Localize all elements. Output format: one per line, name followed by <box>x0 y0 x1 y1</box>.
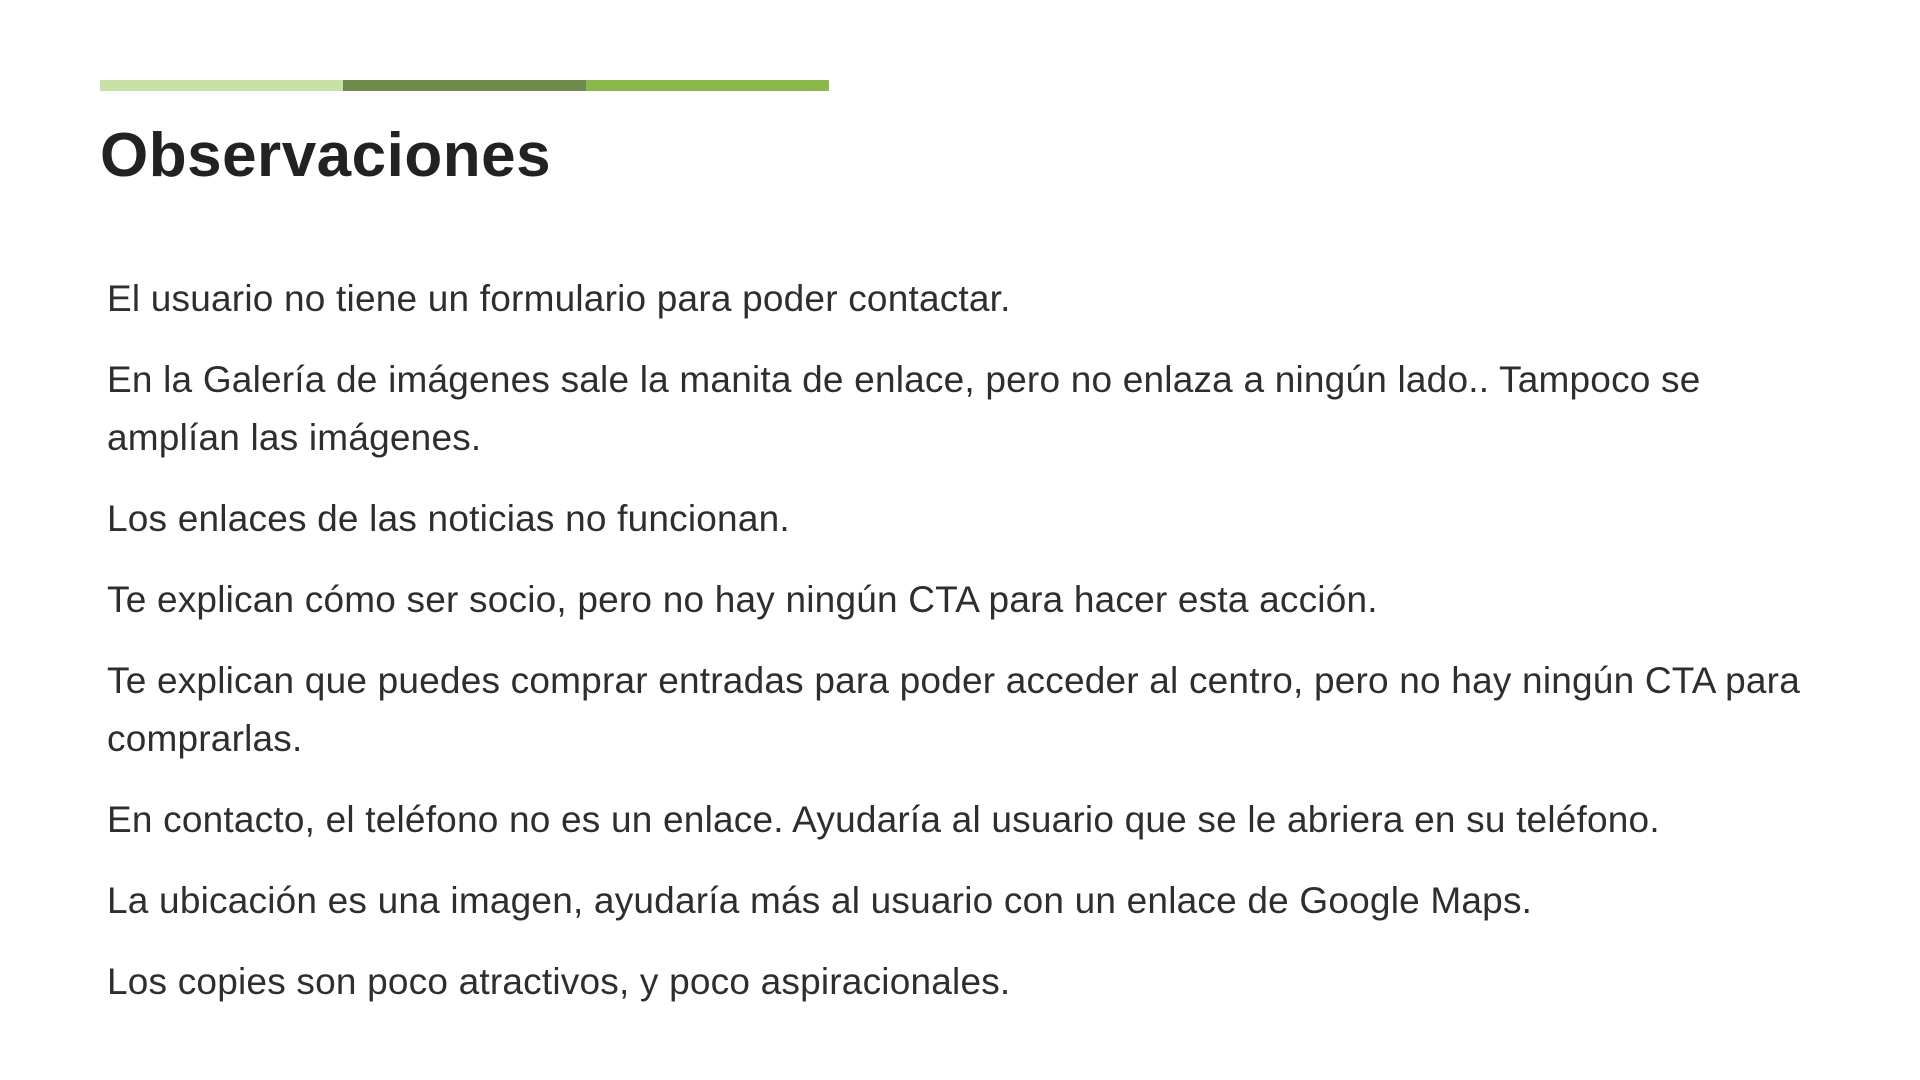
accent-segment-bright <box>586 80 829 91</box>
accent-bar <box>100 80 829 91</box>
accent-segment-dark <box>343 80 586 91</box>
observation-item: Te explican que puedes comprar entradas para poder acceder al centro, pero no hay ningún CTA para comprarlas. <box>107 660 1800 759</box>
observation-item: Te explican cómo ser socio, pero no hay ningún CTA para hacer esta acción. <box>107 579 1378 620</box>
slide-title: Observaciones <box>100 121 552 190</box>
accent-segment-light <box>100 80 343 91</box>
observations-list <box>107 270 1827 1034</box>
observation-item: En la Galería de imágenes sale la manita de enlace, pero no enlaza a ningún lado.. Tampoco se amplían las imágenes. <box>107 359 1701 458</box>
observation-item: Los enlaces de las noticias no funcionan. <box>107 498 790 539</box>
observation-item: Los copies son poco atractivos, y poco aspiracionales. <box>107 961 1011 1002</box>
observation-item: La ubicación es una imagen, ayudaría más al usuario con un enlace de Google Maps. <box>107 880 1533 921</box>
observation-item: En contacto, el teléfono no es un enlace. Ayudaría al usuario que se le abriera en su teléfono. <box>107 799 1660 840</box>
observation-item: El usuario no tiene un formulario para poder contactar. <box>107 278 1011 319</box>
